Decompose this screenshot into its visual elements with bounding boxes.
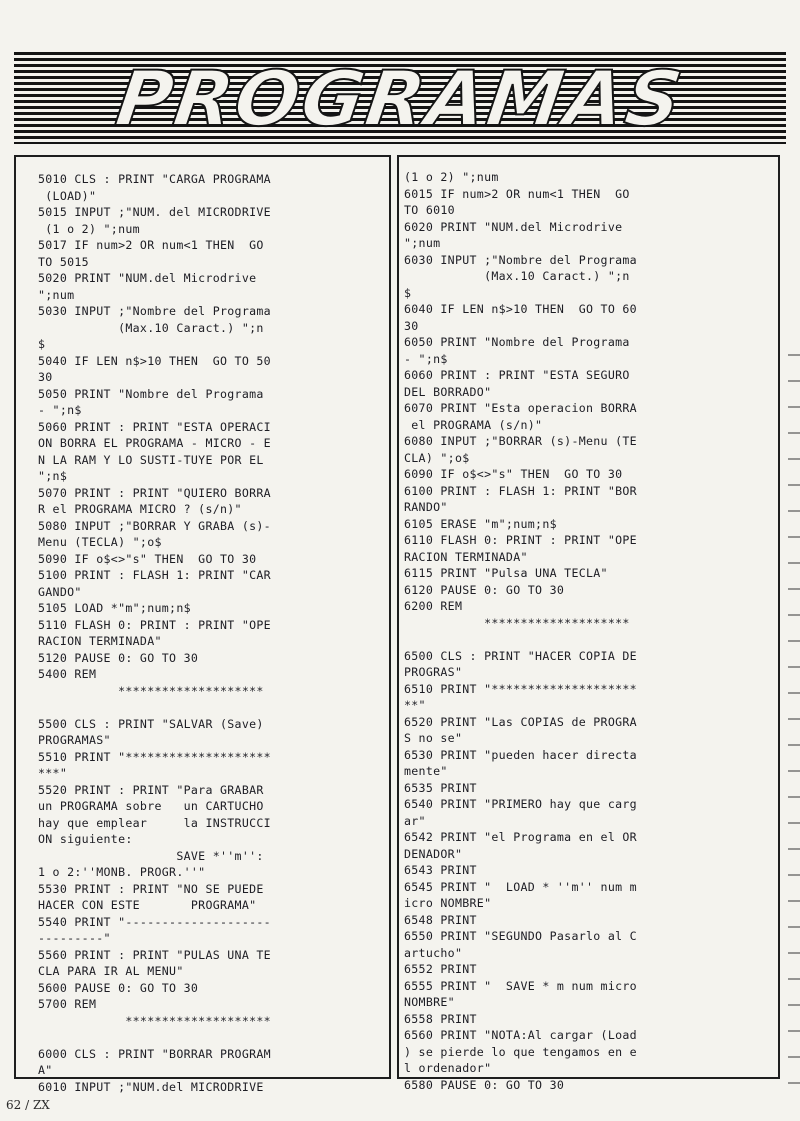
listing-column-left	[14, 155, 391, 1094]
section-title: PROGRAMAS	[110, 53, 690, 143]
basic-listing-right: (1 o 2) ";num 6015 IF num>2 OR num<1 THEN GO TO 6010 6020 PRINT "NUM.del Microdrive ";num 6030 INPUT ;"Nombre del Programa (Max.10 Caract.) ";n $ 6040 IF LEN n$>10 THEN GO TO 60 30 6050 PRINT "Nombre del Programa - ";n$ 6060 PRINT : PRINT "ESTA SEGURO DEL BORRADO" 6070 PRINT "Esta operacion BORRA el PROGRAMA (s/n)" 6080 INPUT ;"BORRAR (s)-Menu (TE CLA) ";o$ 6090 IF o$<>"s" THEN GO TO 30 6100 PRINT : FLASH 1: PRINT "BOR RANDO" 6105 ERASE "m";num;n$ 6110 FLASH 0: PRINT : PRINT "OPE RACION TERMINADA" 6115 PRINT "Pulsa UNA TECLA" 6120 PAUSE 0: GO TO 30 6200 REM ******************** 6500 CLS : PRINT "HACER COPIA DE PROGRAS" 6510 PRINT "******************** **" 6520 PRINT "Las COPIAS de PROGRA S no se" 6530 PRINT "pueden hacer directa mente" 6535 PRINT 6540 PRINT "PRIMERO hay que carg ar" 6542 PRINT "el Programa en el OR DENADOR" 6543 PRINT 6545 PRINT " LOAD * ''m'' num m icro NOMBRE" 6548 PRINT 6550 PRINT "SEGUNDO Pasarlo al C artucho" 6552 PRINT 6555 PRINT " SAVE * m num micro NOMBRE" 6558 PRINT 6560 PRINT "NOTA:Al cargar (Load ) se pierde lo que tengamos en e l ordenador" 6580 PAUSE 0: GO TO 30	[404, 170, 637, 1092]
basic-listing-left: 5010 CLS : PRINT "CARGA PROGRAMA (LOAD)" 5015 INPUT ;"NUM. del MICRODRIVE (1 o 2) ";num 5017 IF num>2 OR num<1 THEN GO TO 5015 5020 PRINT "NUM.del Microdrive ";num 5030 INPUT ;"Nombre del Programa (Max.10 Caract.) ";n $ 5040 IF LEN n$>10 THEN GO TO 50 30 5050 PRINT "Nombre del Programa - ";n$ 5060 PRINT : PRINT "ESTA OPERACI ON BORRA EL PROGRAMA - MICRO - E N LA RAM Y LO SUSTI-TUYE POR EL ";n$ 5070 PRINT : PRINT "QUIERO BORRA R el PROGRAMA MICRO ? (s/n)" 5080 INPUT ;"BORRAR Y GRABA (s)- Menu (TECLA) ";o$ 5090 IF o$<>"s" THEN GO TO 30 5100 PRINT : FLASH 1: PRINT "CAR GANDO" 5105 LOAD *"m";num;n$ 5110 FLASH 0: PRINT : PRINT "OPE RACION TERMINADA" 5120 PAUSE 0: GO TO 30 5400 REM ******************** 5500 CLS : PRINT "SALVAR (Save) PROGRAMAS" 5510 PRINT "******************** ***" 5520 PRINT : PRINT "Para GRABAR un PROGRAMA sobre un CARTUCHO hay que emplear la INSTRUCCI ON siguiente: SAVE *''m'': 1 o 2:''MONB. PROGR.''" 5530 PRINT : PRINT "NO SE PUEDE HACER CON ESTE PROGRAMA" 5540 PRINT "-------------------- ---------" 5560 PRINT : PRINT "PULAS UNA TE CLA PARA IR AL MENU" 5600 PAUSE 0: GO TO 30 5700 REM ******************** 6000 CLS : PRINT "BORRAR PROGRAM A" 6010 INPUT ;"NUM.del MICRODRIVE	[38, 172, 271, 1094]
edge-tick-marks	[788, 330, 800, 1090]
page-number: 62 / ZX	[6, 1098, 50, 1112]
listing-column-right	[397, 155, 780, 1092]
